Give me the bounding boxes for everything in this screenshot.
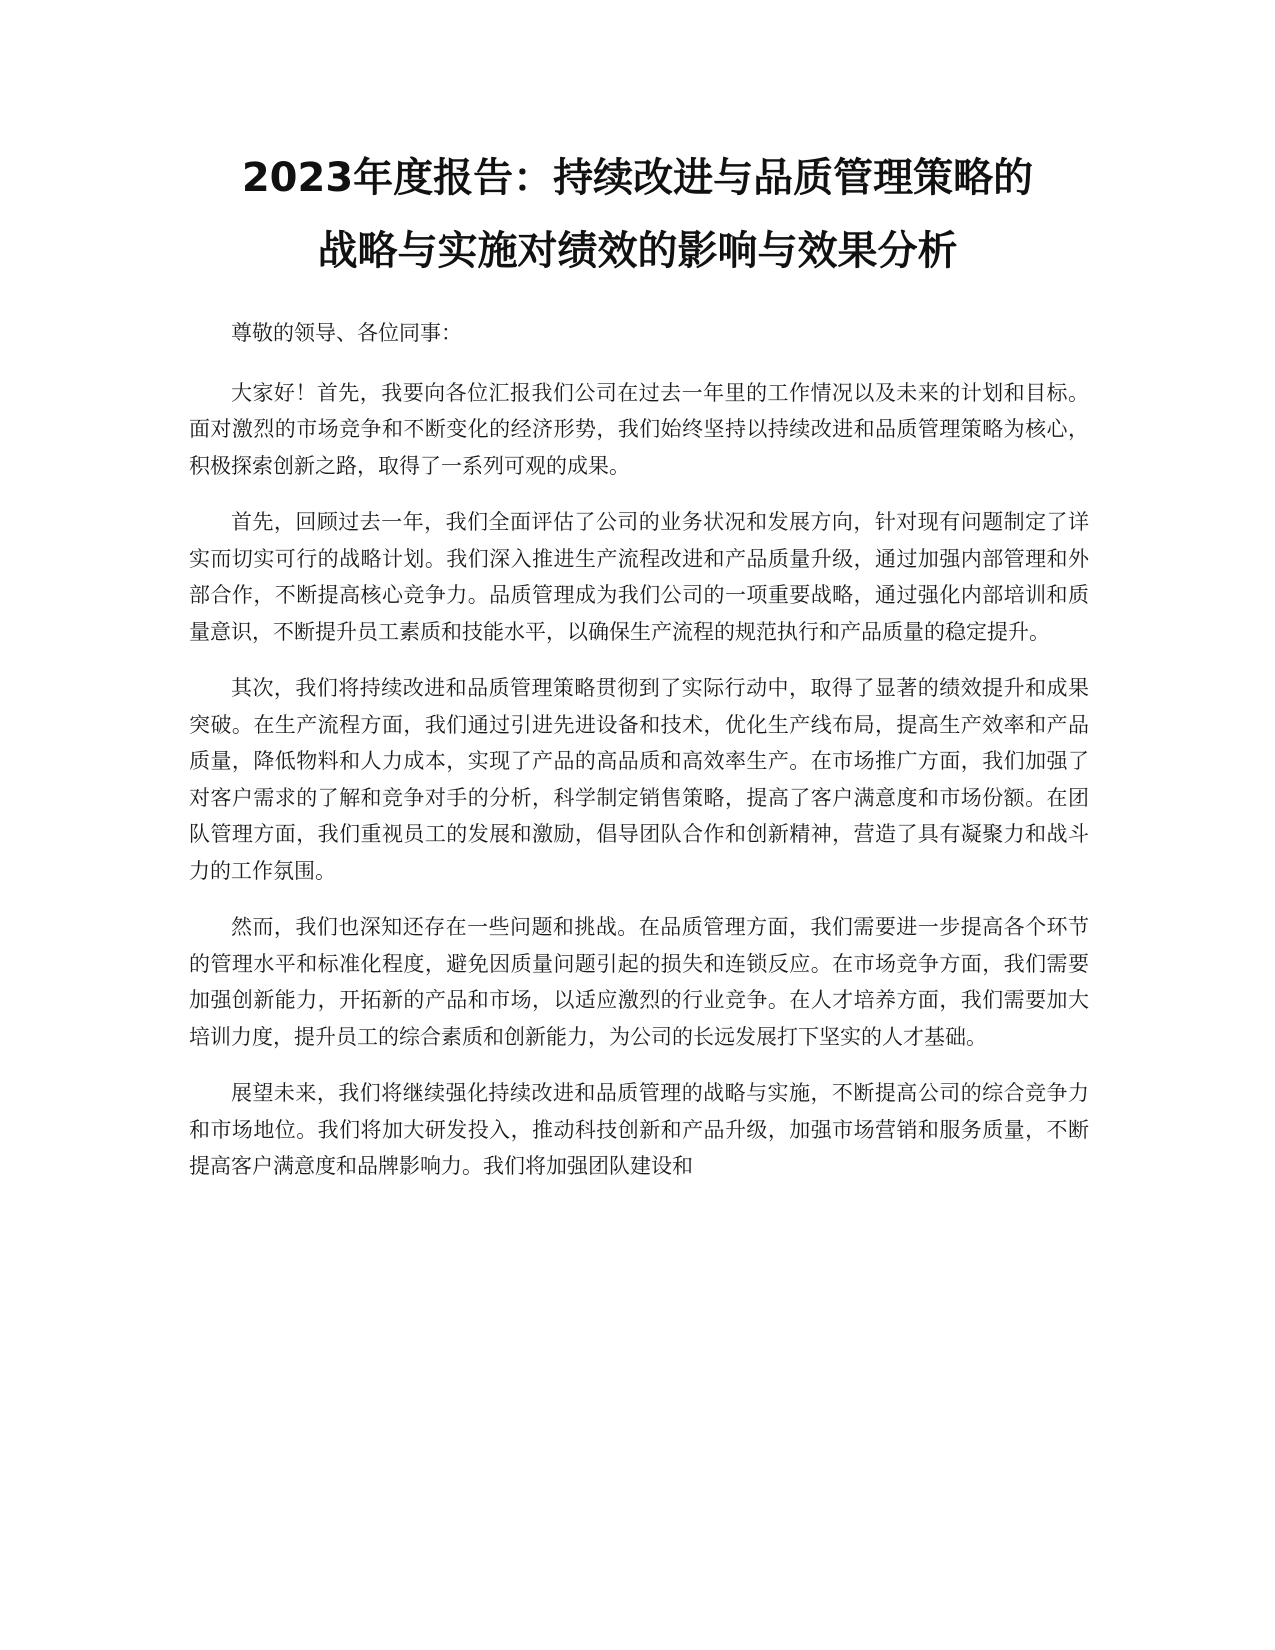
paragraph-review: 首先，回顾过去一年，我们全面评估了公司的业务状况和发展方向，针对现有问题制定了详实而切实可行的战略计划。我们深入推进生产流程改进和产品质量升级，通过加强内部管理和外部合作，不断提高核心竞争力。品质管理成为我们公司的一项重要战略，通过强化内部培训和质量意识，不断提升员工素质和技能水平，以确保生产流程的规范执行和产品质量的稳定提升。	[189, 510, 1089, 644]
document-body	[189, 315, 1089, 1205]
paragraph-intro: 大家好！首先，我要向各位汇报我们公司在过去一年里的工作情况以及未来的计划和目标。面对激烈的市场竞争和不断变化的经济形势，我们始终坚持以持续改进和品质管理策略为核心，积极探索创新之路，取得了一系列可观的成果。	[189, 380, 1089, 478]
paragraph-challenges: 然而，我们也深知还存在一些问题和挑战。在品质管理方面，我们需要进一步提高各个环节的管理水平和标准化程度，避免因质量问题引起的损失和连锁反应。在市场竞争方面，我们需要加强创新能力，开拓新的产品和市场，以适应激烈的行业竞争。在人才培养方面，我们需要加大培训力度，提升员工的综合素质和创新能力，为公司的长远发展打下坚实的人才基础。	[189, 915, 1089, 1049]
document-title-line-2: 战略与实施对绩效的影响与效果分析	[317, 228, 958, 274]
paragraph-implementation: 其次，我们将持续改进和品质管理策略贯彻到了实际行动中，取得了显著的绩效提升和成果突破。在生产流程方面，我们通过引进先进设备和技术，优化生产线布局，提高生产效率和产品质量，降低物料和人力成本，实现了产品的高品质和高效率生产。在市场推广方面，我们加强了对客户需求的了解和竞争对手的分析，科学制定销售策略，提高了客户满意度和市场份额。在团队管理方面，我们重视员工的发展和激励，倡导团队合作和创新精神，营造了具有凝聚力和战斗力的工作氛围。	[189, 676, 1089, 883]
salutation: 尊敬的领导、各位同事：	[231, 321, 462, 345]
document-title-line-1: 2023年度报告：持续改进与品质管理策略的	[241, 155, 1034, 201]
document-title	[150, 142, 1125, 288]
paragraph-outlook: 展望未来，我们将继续强化持续改进和品质管理的战略与实施，不断提高公司的综合竞争力和市场地位。我们将加大研发投入，推动科技创新和产品升级，加强市场营销和服务质量，不断提高客户满意度和品牌影响力。我们将加强团队建设和	[189, 1081, 1089, 1178]
